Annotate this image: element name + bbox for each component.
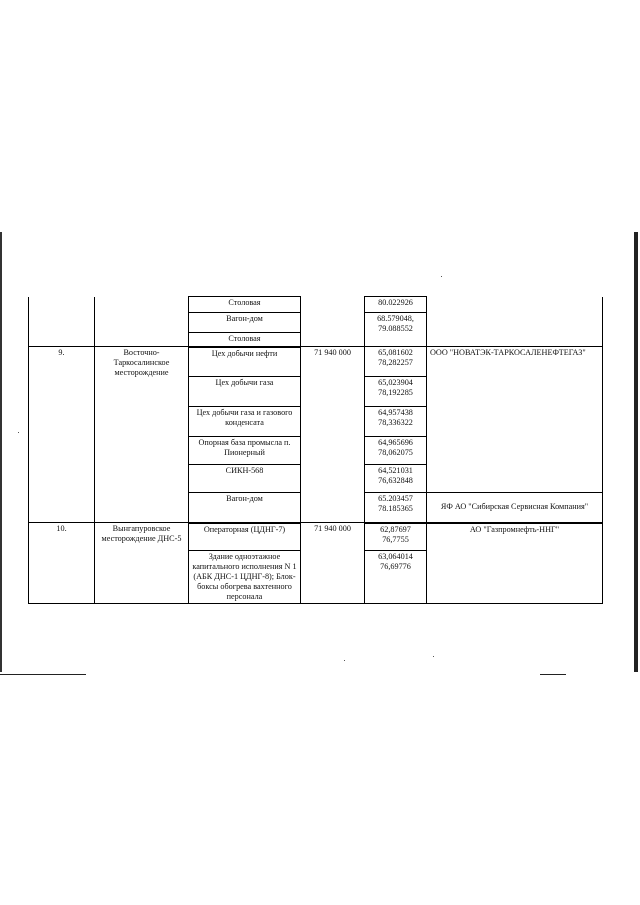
coords-cell: 64,965696 78,062075 xyxy=(365,437,427,465)
object-cell: Цех добычи нефти xyxy=(189,347,301,377)
coords-cell: 64,957438 78,336322 xyxy=(365,407,427,437)
coords-cell: 62,87697 76,7755 xyxy=(365,523,427,551)
coords-cell: 65,023904 78,192285 xyxy=(365,377,427,407)
coords-cell: 68.579048, 79.088552 xyxy=(365,313,427,347)
object-cell: Здание одноэтажное капитального исполнения N 1 (АБК ДНС-1 ЦДНГ-8); Блок-боксы обогрева вахтенного персонала xyxy=(189,551,301,604)
deposit-cell xyxy=(95,297,189,347)
scan-right-edge xyxy=(634,232,638,672)
scan-rule-right xyxy=(540,674,566,675)
deposits-table xyxy=(28,296,603,604)
scan-rule-left xyxy=(0,674,86,675)
object-cell: Цех добычи газа xyxy=(189,377,301,407)
coords-cell: 80.022926 xyxy=(365,297,427,313)
cost-cell: 71 940 000 xyxy=(301,347,365,523)
deposit-name-cell: Вынгапуровское месторождение ДНС-5 xyxy=(95,523,189,604)
table-row xyxy=(29,347,603,377)
object-cell: Цех добычи газа и газового конденсата xyxy=(189,407,301,437)
org-cell: АО "Газпромнефть-ННГ" xyxy=(427,523,603,604)
coords-cell: 63,064014 76,69776 xyxy=(365,551,427,604)
object-cell: СИКН-568 xyxy=(189,465,301,493)
table-row xyxy=(29,523,603,551)
number-cell: 10. xyxy=(29,523,95,604)
number-cell: 9. xyxy=(29,347,95,523)
org-cell: ООО "НОВАТЭК-ТАРКОСАЛЕНЕФТЕГАЗ" xyxy=(427,347,603,493)
scan-speck xyxy=(344,660,345,661)
org-cell: ЯФ АО "Сибирская Сервисная Компания" xyxy=(427,493,603,523)
scan-speck xyxy=(433,656,434,657)
object-cell: Опорная база промысла п. Пионерный xyxy=(189,437,301,465)
coords-cell: 65.203457 78.185365 xyxy=(365,493,427,523)
scan-speck xyxy=(18,432,19,433)
cost-cell: 71 940 000 xyxy=(301,523,365,604)
object-cell: Столовая xyxy=(189,297,301,313)
coords-cell: 64,521031 76,632848 xyxy=(365,465,427,493)
object-cell: Вагон-дом xyxy=(189,313,301,333)
deposit-name-cell: Восточно- Таркосалинское месторождение xyxy=(95,347,189,523)
scan-left-edge xyxy=(0,232,2,672)
table-row xyxy=(29,297,603,313)
object-cell: Столовая xyxy=(189,333,301,347)
org-cell xyxy=(427,297,603,347)
coords-cell: 65,081602 78,282257 xyxy=(365,347,427,377)
number-cell xyxy=(29,297,95,347)
scan-speck xyxy=(441,276,442,277)
object-cell: Вагон-дом xyxy=(189,493,301,523)
cost-cell xyxy=(301,297,365,347)
object-cell: Операторная (ЦДНГ-7) xyxy=(189,523,301,551)
